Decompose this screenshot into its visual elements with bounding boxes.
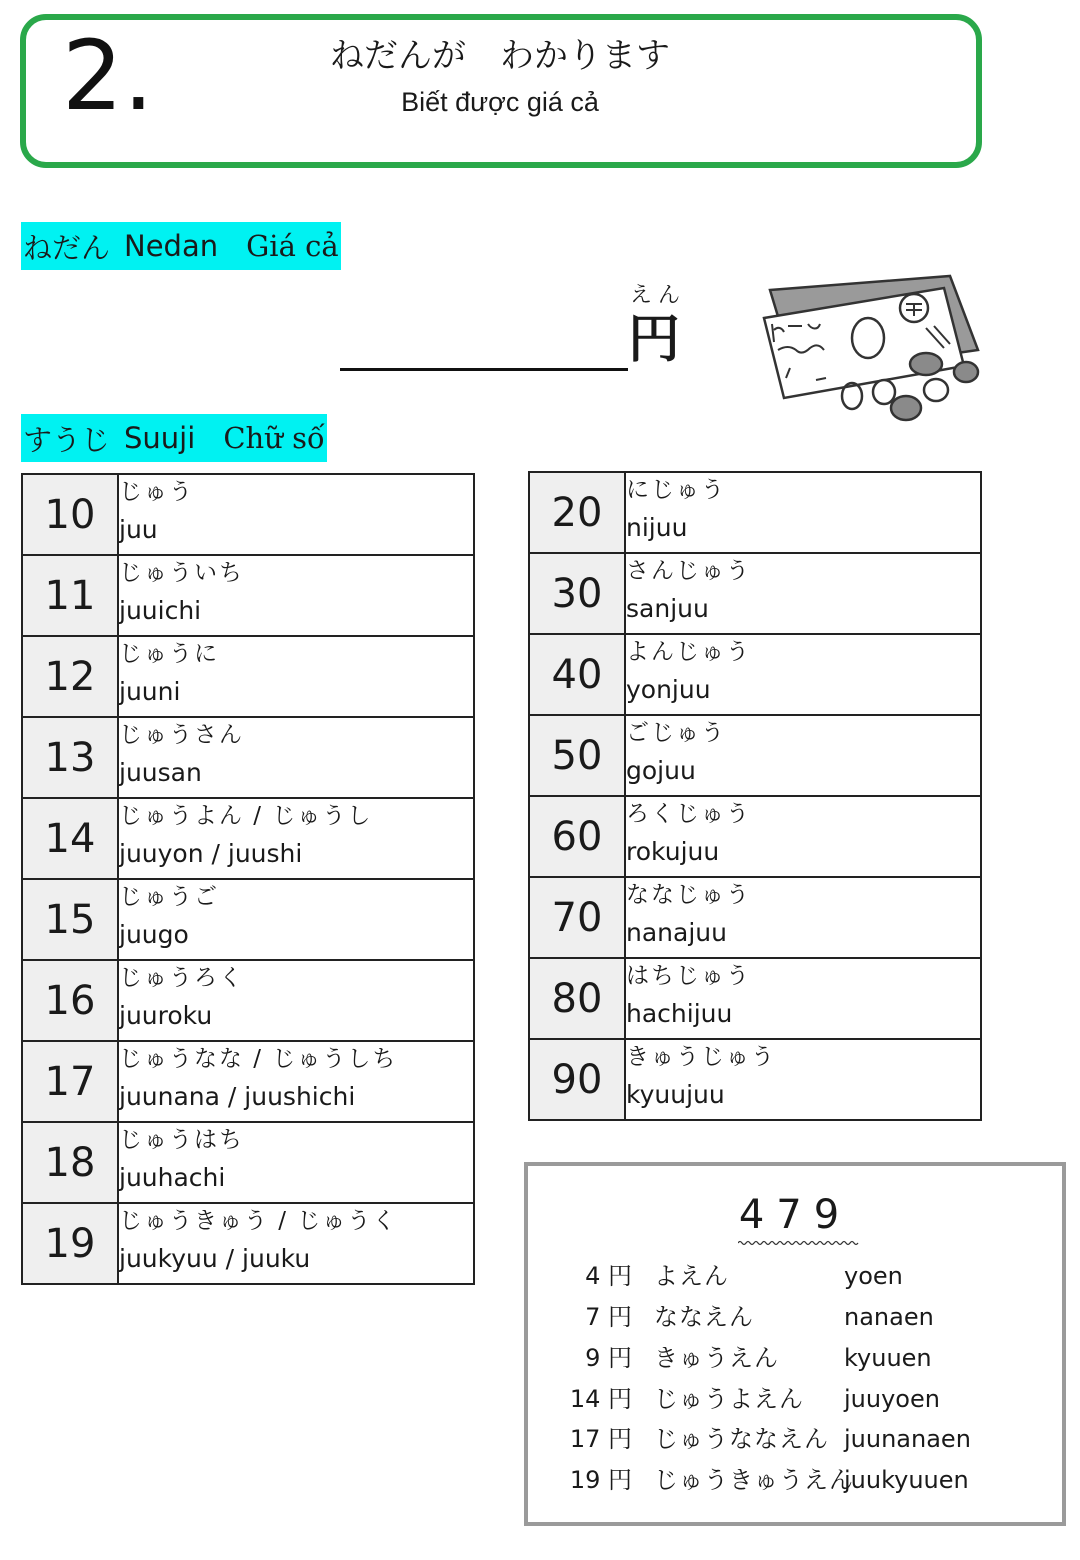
- kana-reading: じゅうに: [119, 641, 219, 667]
- reading-cell: [625, 958, 981, 1039]
- reading-cell: [625, 1039, 981, 1120]
- example-row: [528, 1460, 1062, 1500]
- example-romaji: yoen: [844, 1262, 903, 1290]
- section-label-vi: Chữ số: [223, 421, 325, 455]
- section-label-romaji: Nedan: [124, 229, 219, 263]
- table-row: [529, 877, 981, 958]
- romaji-reading: rokujuu: [626, 837, 720, 866]
- reading-cell: [118, 1203, 474, 1284]
- romaji-reading: juuni: [119, 677, 181, 706]
- example-amount: 9 円: [585, 1344, 632, 1372]
- number-cell: 50: [529, 715, 625, 796]
- table-row: [529, 1039, 981, 1120]
- number-cell: 15: [22, 879, 118, 960]
- table-row: [22, 1122, 474, 1203]
- numbers-table-teens: [21, 473, 475, 1285]
- section-label-price: [21, 222, 341, 270]
- section-label-jp: すうじ: [23, 422, 111, 457]
- example-romaji: juunanaen: [844, 1425, 971, 1453]
- lesson-title-japanese: ねだんが わかります: [330, 36, 670, 76]
- romaji-reading: juugo: [119, 920, 189, 949]
- reading-cell: [625, 634, 981, 715]
- example-romaji: juukyuuen: [844, 1466, 969, 1494]
- price-blank-line: [340, 368, 628, 371]
- example-row: [528, 1297, 1062, 1337]
- number-cell: 16: [22, 960, 118, 1041]
- number-cell: 17: [22, 1041, 118, 1122]
- example-amount: 14 円: [569, 1385, 632, 1413]
- kana-reading: じゅうろく: [119, 965, 244, 991]
- reading-cell: [625, 796, 981, 877]
- table-row: [529, 553, 981, 634]
- number-cell: 20: [529, 472, 625, 553]
- romaji-reading: juukyuu / juuku: [119, 1244, 311, 1273]
- example-kana: きゅうえん: [654, 1344, 779, 1372]
- example-kana: じゅうななえん: [654, 1425, 829, 1453]
- romaji-reading: gojuu: [626, 756, 696, 785]
- example-box: [524, 1162, 1066, 1526]
- reading-cell: [118, 879, 474, 960]
- example-romaji: nanaen: [844, 1303, 934, 1331]
- number-cell: 30: [529, 553, 625, 634]
- kana-reading: ごじゅう: [626, 720, 726, 746]
- number-cell: 11: [22, 555, 118, 636]
- kana-reading: はちじゅう: [626, 963, 751, 989]
- kana-reading: じゅう: [119, 479, 194, 505]
- number-cell: 18: [22, 1122, 118, 1203]
- kana-reading: ななじゅう: [626, 882, 751, 908]
- section-label-romaji: Suuji: [124, 421, 196, 455]
- table-row: [529, 958, 981, 1039]
- table-row: [529, 715, 981, 796]
- lesson-number: 2.: [62, 20, 154, 132]
- romaji-reading: juu: [119, 515, 158, 544]
- example-row: [528, 1256, 1062, 1296]
- lesson-title-vietnamese: Biết được giá cả: [401, 87, 599, 117]
- section-label-jp: ねだん: [23, 230, 111, 265]
- numbers-table-tens: [528, 471, 982, 1121]
- romaji-reading: nijuu: [626, 513, 688, 542]
- number-cell: 80: [529, 958, 625, 1039]
- example-kana: よえん: [654, 1262, 729, 1290]
- romaji-reading: juuhachi: [119, 1163, 226, 1192]
- romaji-reading: yonjuu: [626, 675, 711, 704]
- table-row: [529, 634, 981, 715]
- example-romaji: juuyoen: [844, 1385, 940, 1413]
- kana-reading: じゅうなな / じゅうしち: [119, 1046, 398, 1072]
- kana-reading: じゅうよん / じゅうし: [119, 803, 373, 829]
- reading-cell: [118, 960, 474, 1041]
- table-row: [22, 1203, 474, 1284]
- example-amount: 19 円: [569, 1466, 632, 1494]
- number-cell: 40: [529, 634, 625, 715]
- table-row: [22, 798, 474, 879]
- reading-cell: [118, 1041, 474, 1122]
- kana-reading: じゅうきゅう / じゅうく: [119, 1208, 398, 1234]
- example-amount: 17 円: [569, 1425, 632, 1453]
- example-romaji: kyuuen: [844, 1344, 932, 1372]
- kana-reading: よんじゅう: [626, 639, 751, 665]
- romaji-reading: juuroku: [119, 1001, 213, 1030]
- number-cell: 19: [22, 1203, 118, 1284]
- number-cell: 13: [22, 717, 118, 798]
- kana-reading: きゅうじゅう: [626, 1044, 776, 1070]
- table-row: [529, 472, 981, 553]
- table-row: [22, 717, 474, 798]
- table-row: [22, 960, 474, 1041]
- reading-cell: [118, 1122, 474, 1203]
- example-row: [528, 1338, 1062, 1378]
- section-label-numbers: [21, 414, 327, 462]
- money-illustration: [756, 268, 986, 428]
- yen-kanji: 円: [628, 310, 681, 370]
- reading-cell: [118, 555, 474, 636]
- wavy-underline: [738, 1240, 860, 1246]
- example-kana: じゅうよえん: [654, 1385, 804, 1413]
- kana-reading: さんじゅう: [626, 558, 751, 584]
- section-label-vi: Giá cả: [246, 229, 339, 263]
- reading-cell: [118, 798, 474, 879]
- table-row: [22, 1041, 474, 1122]
- number-cell: 10: [22, 474, 118, 555]
- reading-cell: [625, 877, 981, 958]
- table-row: [22, 636, 474, 717]
- reading-cell: [625, 715, 981, 796]
- reading-cell: [118, 474, 474, 555]
- number-cell: 70: [529, 877, 625, 958]
- number-cell: 60: [529, 796, 625, 877]
- romaji-reading: juunana / juushichi: [119, 1082, 356, 1111]
- banknote-icon: [764, 276, 978, 398]
- example-row: [528, 1419, 1062, 1459]
- example-kana: ななえん: [654, 1303, 754, 1331]
- romaji-reading: hachijuu: [626, 999, 733, 1028]
- kana-reading: ろくじゅう: [626, 801, 751, 827]
- kana-reading: じゅうさん: [119, 722, 244, 748]
- table-row: [22, 555, 474, 636]
- kana-reading: じゅうご: [119, 884, 219, 910]
- table-row: [22, 474, 474, 555]
- example-kana: じゅうきゅうえん: [654, 1466, 854, 1494]
- romaji-reading: kyuujuu: [626, 1080, 725, 1109]
- romaji-reading: sanjuu: [626, 594, 709, 623]
- number-cell: 90: [529, 1039, 625, 1120]
- kana-reading: じゅういち: [119, 560, 244, 586]
- number-cell: 14: [22, 798, 118, 879]
- number-cell: 12: [22, 636, 118, 717]
- example-amount: 7 円: [585, 1303, 632, 1331]
- reading-cell: [625, 553, 981, 634]
- romaji-reading: juuyon / juushi: [119, 839, 303, 868]
- kana-reading: じゅうはち: [119, 1127, 244, 1153]
- reading-cell: [625, 472, 981, 553]
- reading-cell: [118, 717, 474, 798]
- table-row: [529, 796, 981, 877]
- example-amount: 4 円: [585, 1262, 632, 1290]
- example-row: [528, 1379, 1062, 1419]
- yen-furigana: えん: [630, 283, 687, 308]
- reading-cell: [118, 636, 474, 717]
- table-row: [22, 879, 474, 960]
- example-number: 479: [738, 1192, 852, 1238]
- romaji-reading: juusan: [119, 758, 202, 787]
- romaji-reading: nanajuu: [626, 918, 727, 947]
- kana-reading: にじゅう: [626, 477, 726, 503]
- romaji-reading: juuichi: [119, 596, 202, 625]
